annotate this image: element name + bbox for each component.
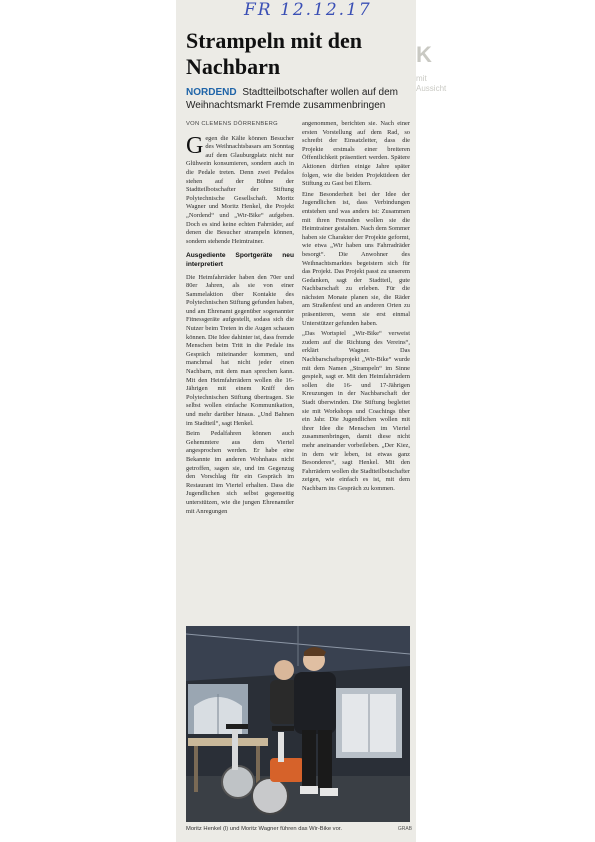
article-paragraph: Die Heimfahrräder haben den 70er und 80er Jahren, als sie von einer Sammelaktion über Kontakte des Polytechnischen Stiftung gefunden haben, und am Ehrenamt gegenüber sogenannter Fitnessgeräte aufgestellt, sodass sich die Nutzer beim Treten in die Augen schauen können. Die Idee dahinter ist, dass fremde Menschen beim Tritt in die Pedale ins Gespräch miteinander kommen, und manchmal hat nicht jeder einen Nachbarn, mit dem man sprechen kann. Mit den Heimfahrrädern wollen die 16-Jährigen mit einem Kniff den Polytechnischen Stiftung übertragen. Sie selbst wollen einfache Kommunikation, und mehr darüber hinaus. „Und Bahnen im Stadtteil“, sagt Henkel. (186, 273, 294, 427)
article-paragraph (186, 132, 294, 247)
article-paragraph: Beim Pedalfahren können auch Gehemmtere aus dem Viertel angesprochen werden. Er habe eine Bekannte im anderen Wohnhaus nicht getroffen, sagen sie, und im Gegenzug den Vorschlag für ein Gespräch im Restaurant im Viertel erhalten. Dass die Jugendlichen sich selbst gegenseitig unterstützen, wie die jungen Ehrenamtler mit Anregungen (186, 430, 294, 515)
photo-illustration (186, 626, 410, 822)
article-paragraph: Eine Besonderheit bei der Idee der Jugendlichen ist, dass Verbindungen entstehen und was anders ist: Zusammen mit ihren Freunden wollen sie die Heimtrainer gestalten. Nach dem Sommer haben sie Charakter der Projekte geformt, wie etwa „Wir haben uns Fahrradräder besorgt“. Die Anwohner des Weihnachtsmarktes begeistern sich für das Projekt. Das Projekt passt zu unserem Gedanken, sagt der Stadtteil, gute Nachbarschaft zu erleben. Für die nächsten Monate planen sie, die Räder am Straßenfest und an anderen Orten zu präsentieren, wenn sie erst einmal Unterstützer gefunden haben. (302, 190, 410, 327)
neighbor-headline-fragment: K (416, 42, 432, 67)
paragraph-text: egen die Kälte können Besucher des Weihnachtsbasars am Sonntag auf dem Glauburgplatz nicht nur Glühwein konsumieren, sondern auch in die Pedale treten. Denn zwei Pedalos stehen auf der Bühne der Stadtteilbotschafter der Stiftung Polytechnische Gesellschaft. Moritz Wagner und Moritz Henkel, die Projekt „Nordend“ und „Wir-Bike“ aufgeben. Doch es sind keine echten Fahrräder, auf denen die Besucher strampeln können, sondern stehende Heimtrainer. (186, 134, 294, 245)
article-paragraph: „Das Wortspiel „Wir-Bike“ verweist zudem auf die Richtung des Vereins“, erklärt Wagner. Das Nachbarschaftsprojekt „Wir-Bike“ wurde mit dem Namen „Strampeln“ im Sinne gespielt, sagt er. Mit den Heimfahrrädern sollen die 16- und 17-Jährigen Kreuzungen in der Nachbarschaft der Stadt überwinden. Die Stiftung begleitet sie mit Workshops und Coachings über ein Jahr. Die Jugendlichen wollen mit ihrer Idee die Menschen im Viertel zusammenbringen, damit diese nicht mehr aneinander vorbeileben. „Der Kiez, in dem wir leben, ist etwas ganz Besonderes“, sagt Henkel. Mit den Fahrrädern wollen die Stadtteilbotschafter zeigen, wie einfach es ist, mit dem Nachbarn ins Gespräch zu kommen. (302, 330, 410, 492)
photo-credit: GRAB (397, 826, 412, 832)
byline: VON CLEMENS DÖRRENBERG (186, 121, 278, 127)
article-column-right (302, 120, 410, 620)
interheadline: Ausgediente Sportgeräte neu interpretiert (186, 252, 294, 268)
article-headline: Strampeln mit den Nachbarn (186, 28, 362, 79)
location-kicker: NORDEND (186, 87, 237, 98)
article-column-left (186, 120, 294, 620)
article-photo (186, 626, 410, 822)
subhead-text: Stadtteilbotschafter wollen auf dem Weihnachtsmarkt Fremde zusammenbringen (186, 87, 398, 111)
neighbor-text-fragment: mit Aussicht (416, 74, 447, 93)
handwritten-date-note: FR 12.12.17 (244, 0, 372, 20)
article-paragraph: angenommen, berichten sie. Nach einer ersten Vorstellung auf dem Rad, so schreibt der Einsatzleiter, dass die Projekte erstmals einer breiteren Öffentlichkeit präsentiert werden. Spätere Aktionen dürften einige Jahre später folgen, wie die beiden Projektideen der Stiftung zu Gast bei Eltern. (302, 120, 410, 188)
photo-caption: Moritz Henkel (l) und Moritz Wagner führen das Wir-Bike vor. (186, 826, 343, 832)
article-subhead (186, 86, 412, 112)
drop-cap: G (186, 132, 204, 159)
neighbor-article-fragment (416, 30, 448, 150)
